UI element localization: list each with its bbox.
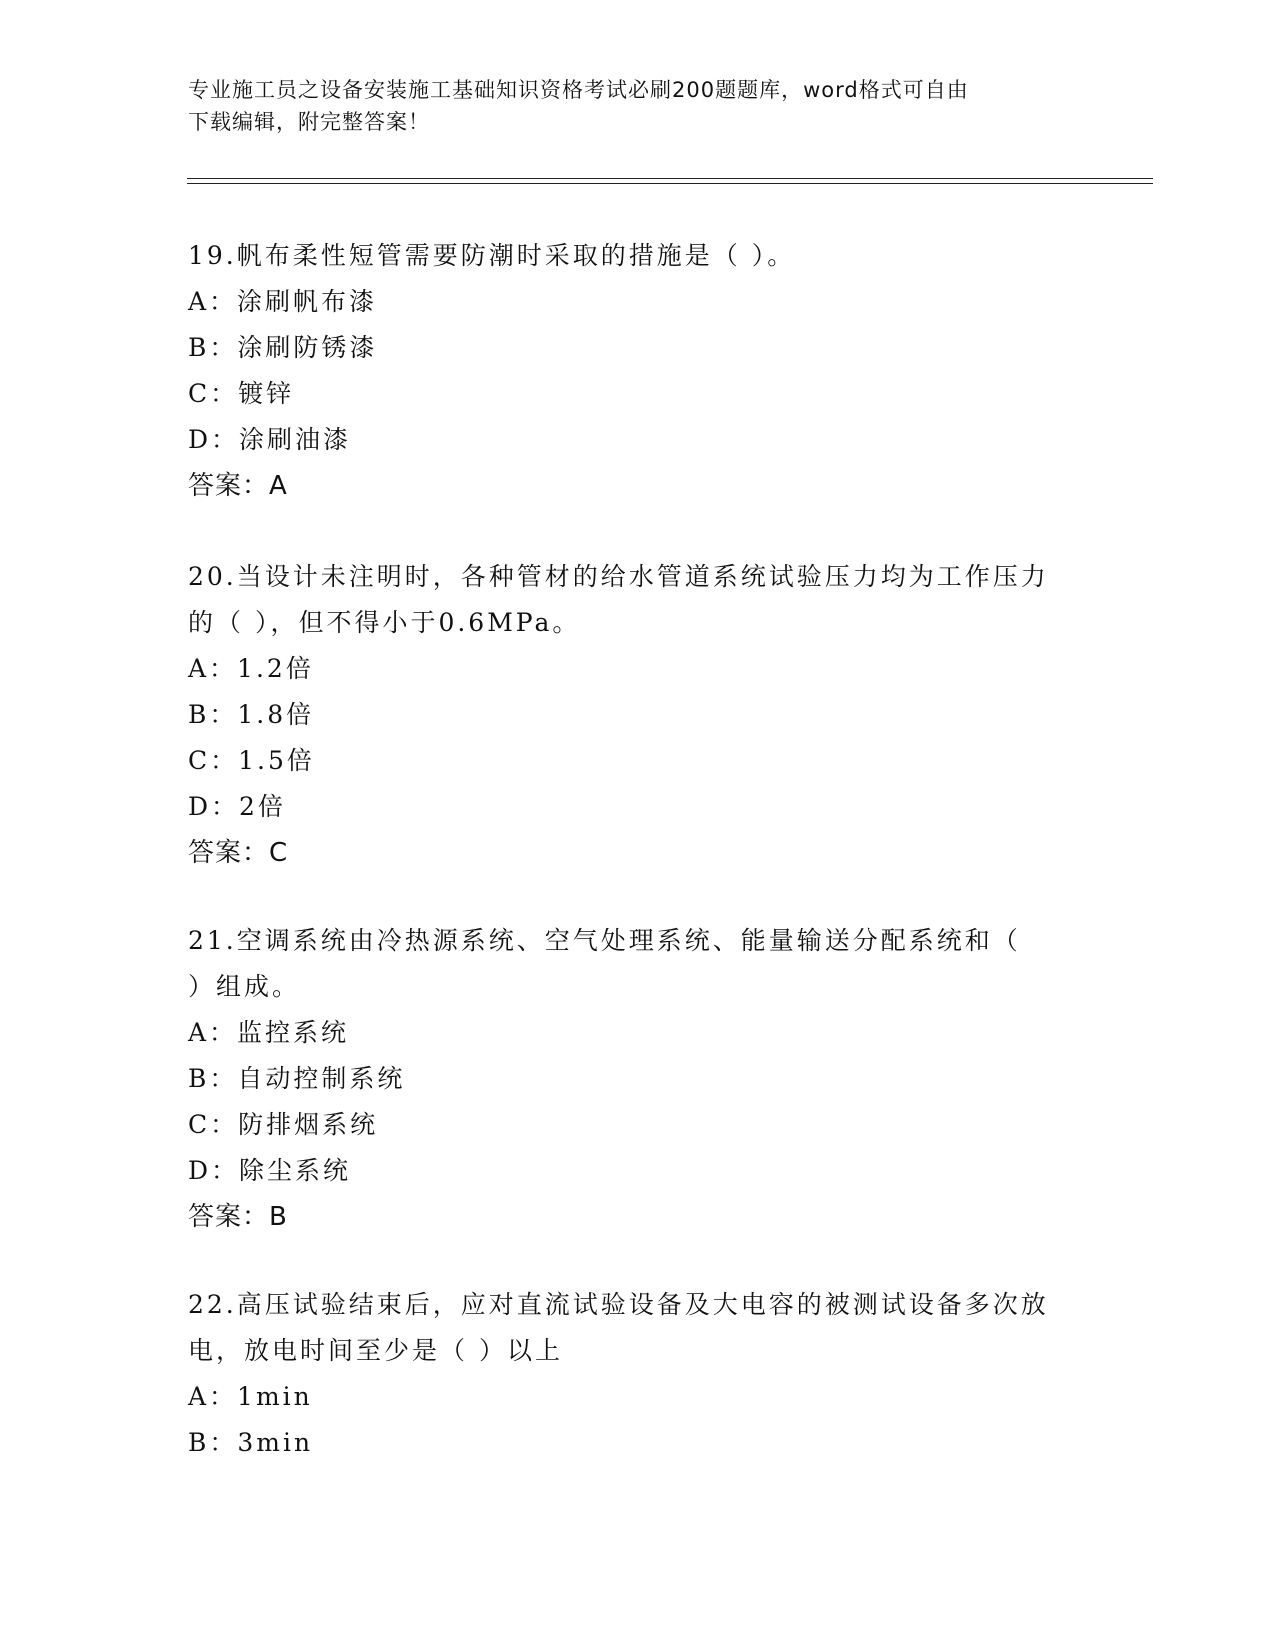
option-a: A：1min (188, 1382, 313, 1411)
question-text-continued: 的（ ），但不得小于0.6MPa。 (188, 608, 581, 637)
header-divider-bottom (187, 183, 1153, 184)
option-b: B：涂刷防锈漆 (188, 333, 378, 362)
document-header (188, 74, 1088, 138)
question-text: 20.当设计未注明时，各种管材的给水管道系统试验压力均为工作压力 (188, 562, 1049, 591)
question-text-continued: ）组成。 (188, 972, 301, 1001)
option-a: A：涂刷帆布漆 (188, 287, 378, 316)
option-c: C：防排烟系统 (188, 1110, 379, 1139)
question-text-continued: 电，放电时间至少是（ ）以上 (188, 1336, 563, 1365)
option-c: C：1.5倍 (188, 746, 315, 775)
header-divider-top (187, 178, 1153, 179)
question-21 (188, 918, 1088, 1240)
header-line-2: 下载编辑，附完整答案！ (188, 110, 430, 134)
question-20 (188, 554, 1088, 876)
question-text: 19.帆布柔性短管需要防潮时采取的措施是（ ）。 (188, 241, 796, 270)
option-c: C：镀锌 (188, 379, 295, 408)
option-d: D：2倍 (188, 792, 286, 821)
option-b: B：自动控制系统 (188, 1064, 406, 1093)
header-line-1: 专业施工员之设备安装施工基础知识资格考试必刷200题题库，word格式可自由 (188, 78, 969, 102)
question-19 (188, 233, 1088, 509)
option-d: D：除尘系统 (188, 1156, 352, 1185)
option-a: A：监控系统 (188, 1018, 350, 1047)
question-text: 22.高压试验结束后，应对直流试验设备及大电容的被测试设备多次放 (188, 1290, 1049, 1319)
question-text: 21.空调系统由冷热源系统、空气处理系统、能量输送分配系统和（ (188, 926, 1021, 955)
option-b: B：3min (188, 1428, 314, 1457)
option-b: B：1.8倍 (188, 700, 315, 729)
answer: 答案：B (188, 1202, 288, 1232)
answer: 答案：C (188, 838, 289, 868)
option-d: D：涂刷油漆 (188, 425, 352, 454)
question-22 (188, 1282, 1088, 1466)
option-a: A：1.2倍 (188, 654, 314, 683)
answer: 答案：A (188, 471, 288, 501)
